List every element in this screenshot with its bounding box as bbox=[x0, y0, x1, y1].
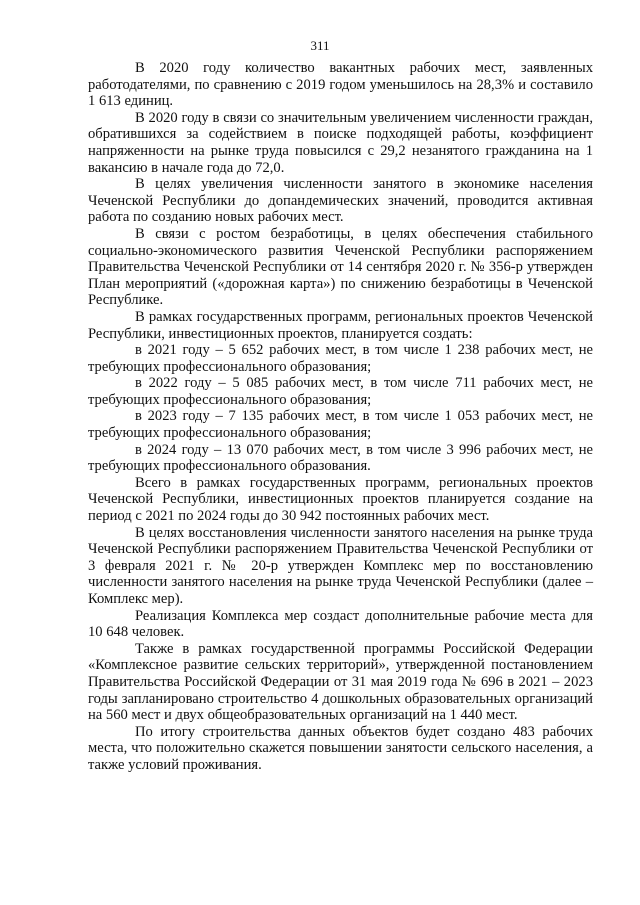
paragraph: Также в рамках государственной программы Российской Федерации «Комплексное развитие сельских территорий», утвержденной постановлением Правительства Российской Федерации от 31 мая 2019 года № 696 в 2021 – 2023 годы запланировано строительство 4 дошкольных образовательных организаций на 560 мест и двух общеобразовательных организаций на 1 440 мест. bbox=[88, 640, 593, 724]
paragraph: По итогу строительства данных объектов будет создано 483 рабочих места, что положительно скажется повышении занятости сельского населения, а также условий проживания. bbox=[88, 723, 593, 773]
list-item: в 2023 году – 7 135 рабочих мест, в том числе 1 053 рабочих мест, не требующих профессионального образования; bbox=[88, 408, 593, 442]
paragraph: В 2020 году в связи со значительным увеличением численности граждан, обратившихся за содействием в поиске подходящей работы, коэффициент напряженности на рынке труда повысился с 29,2 незанятого гражданина на 1 вакансию в начале года до 72,0. bbox=[88, 109, 593, 176]
page-number: 311 bbox=[310, 38, 330, 53]
paragraph: В связи с ростом безработицы, в целях обеспечения стабильного социально-экономического развития Чеченской Республики распоряжением Правительства Чеченской Республики от 14 сентября 2020 г. № 356-р утвержден План мероприятий («дорожная карта») по снижению безработицы в Чеченской Республике. bbox=[88, 225, 593, 309]
paragraph: Всего в рамках государственных программ, региональных проектов Чеченской Республики, инвестиционных проектов планируется создание на период с 2021 по 2024 годы до 30 942 постоянных рабочих мест. bbox=[88, 474, 593, 525]
paragraph: В рамках государственных программ, региональных проектов Чеченской Республики, инвестиционных проектов, планируется создать: bbox=[88, 308, 593, 342]
list-item: в 2022 году – 5 085 рабочих мест, в том числе 711 рабочих мест, не требующих профессионального образования; bbox=[88, 375, 593, 408]
paragraph: В 2020 году количество вакантных рабочих мест, заявленных работодателями, по сравнению с 2019 годом уменьшилось на 28,3% и составило 1 613 единиц. bbox=[88, 60, 593, 110]
document-body bbox=[88, 60, 593, 774]
list-item: в 2024 году – 13 070 рабочих мест, в том числе 3 996 рабочих мест, не требующих профессионального образования. bbox=[88, 441, 593, 475]
paragraph: В целях увеличения численности занятого в экономике населения Чеченской Республики до допандемических значений, проводится активная работа по созданию новых рабочих мест. bbox=[88, 176, 593, 226]
paragraph: Реализация Комплекса мер создаст дополнительные рабочие места для 10 648 человек. bbox=[88, 607, 593, 641]
list-item: в 2021 году – 5 652 рабочих мест, в том числе 1 238 рабочих мест, не требующих профессионального образования; bbox=[88, 342, 593, 375]
paragraph: В целях восстановления численности занятого населения на рынке труда Чеченской Республики распоряжением Правительства Чеченской Республики от 3 февраля 2021 г. № 20-р утвержден Комплекс мер по восстановлению численности занятого населения на рынке труда Чеченской Республики (далее – Комплекс мер). bbox=[88, 524, 593, 607]
